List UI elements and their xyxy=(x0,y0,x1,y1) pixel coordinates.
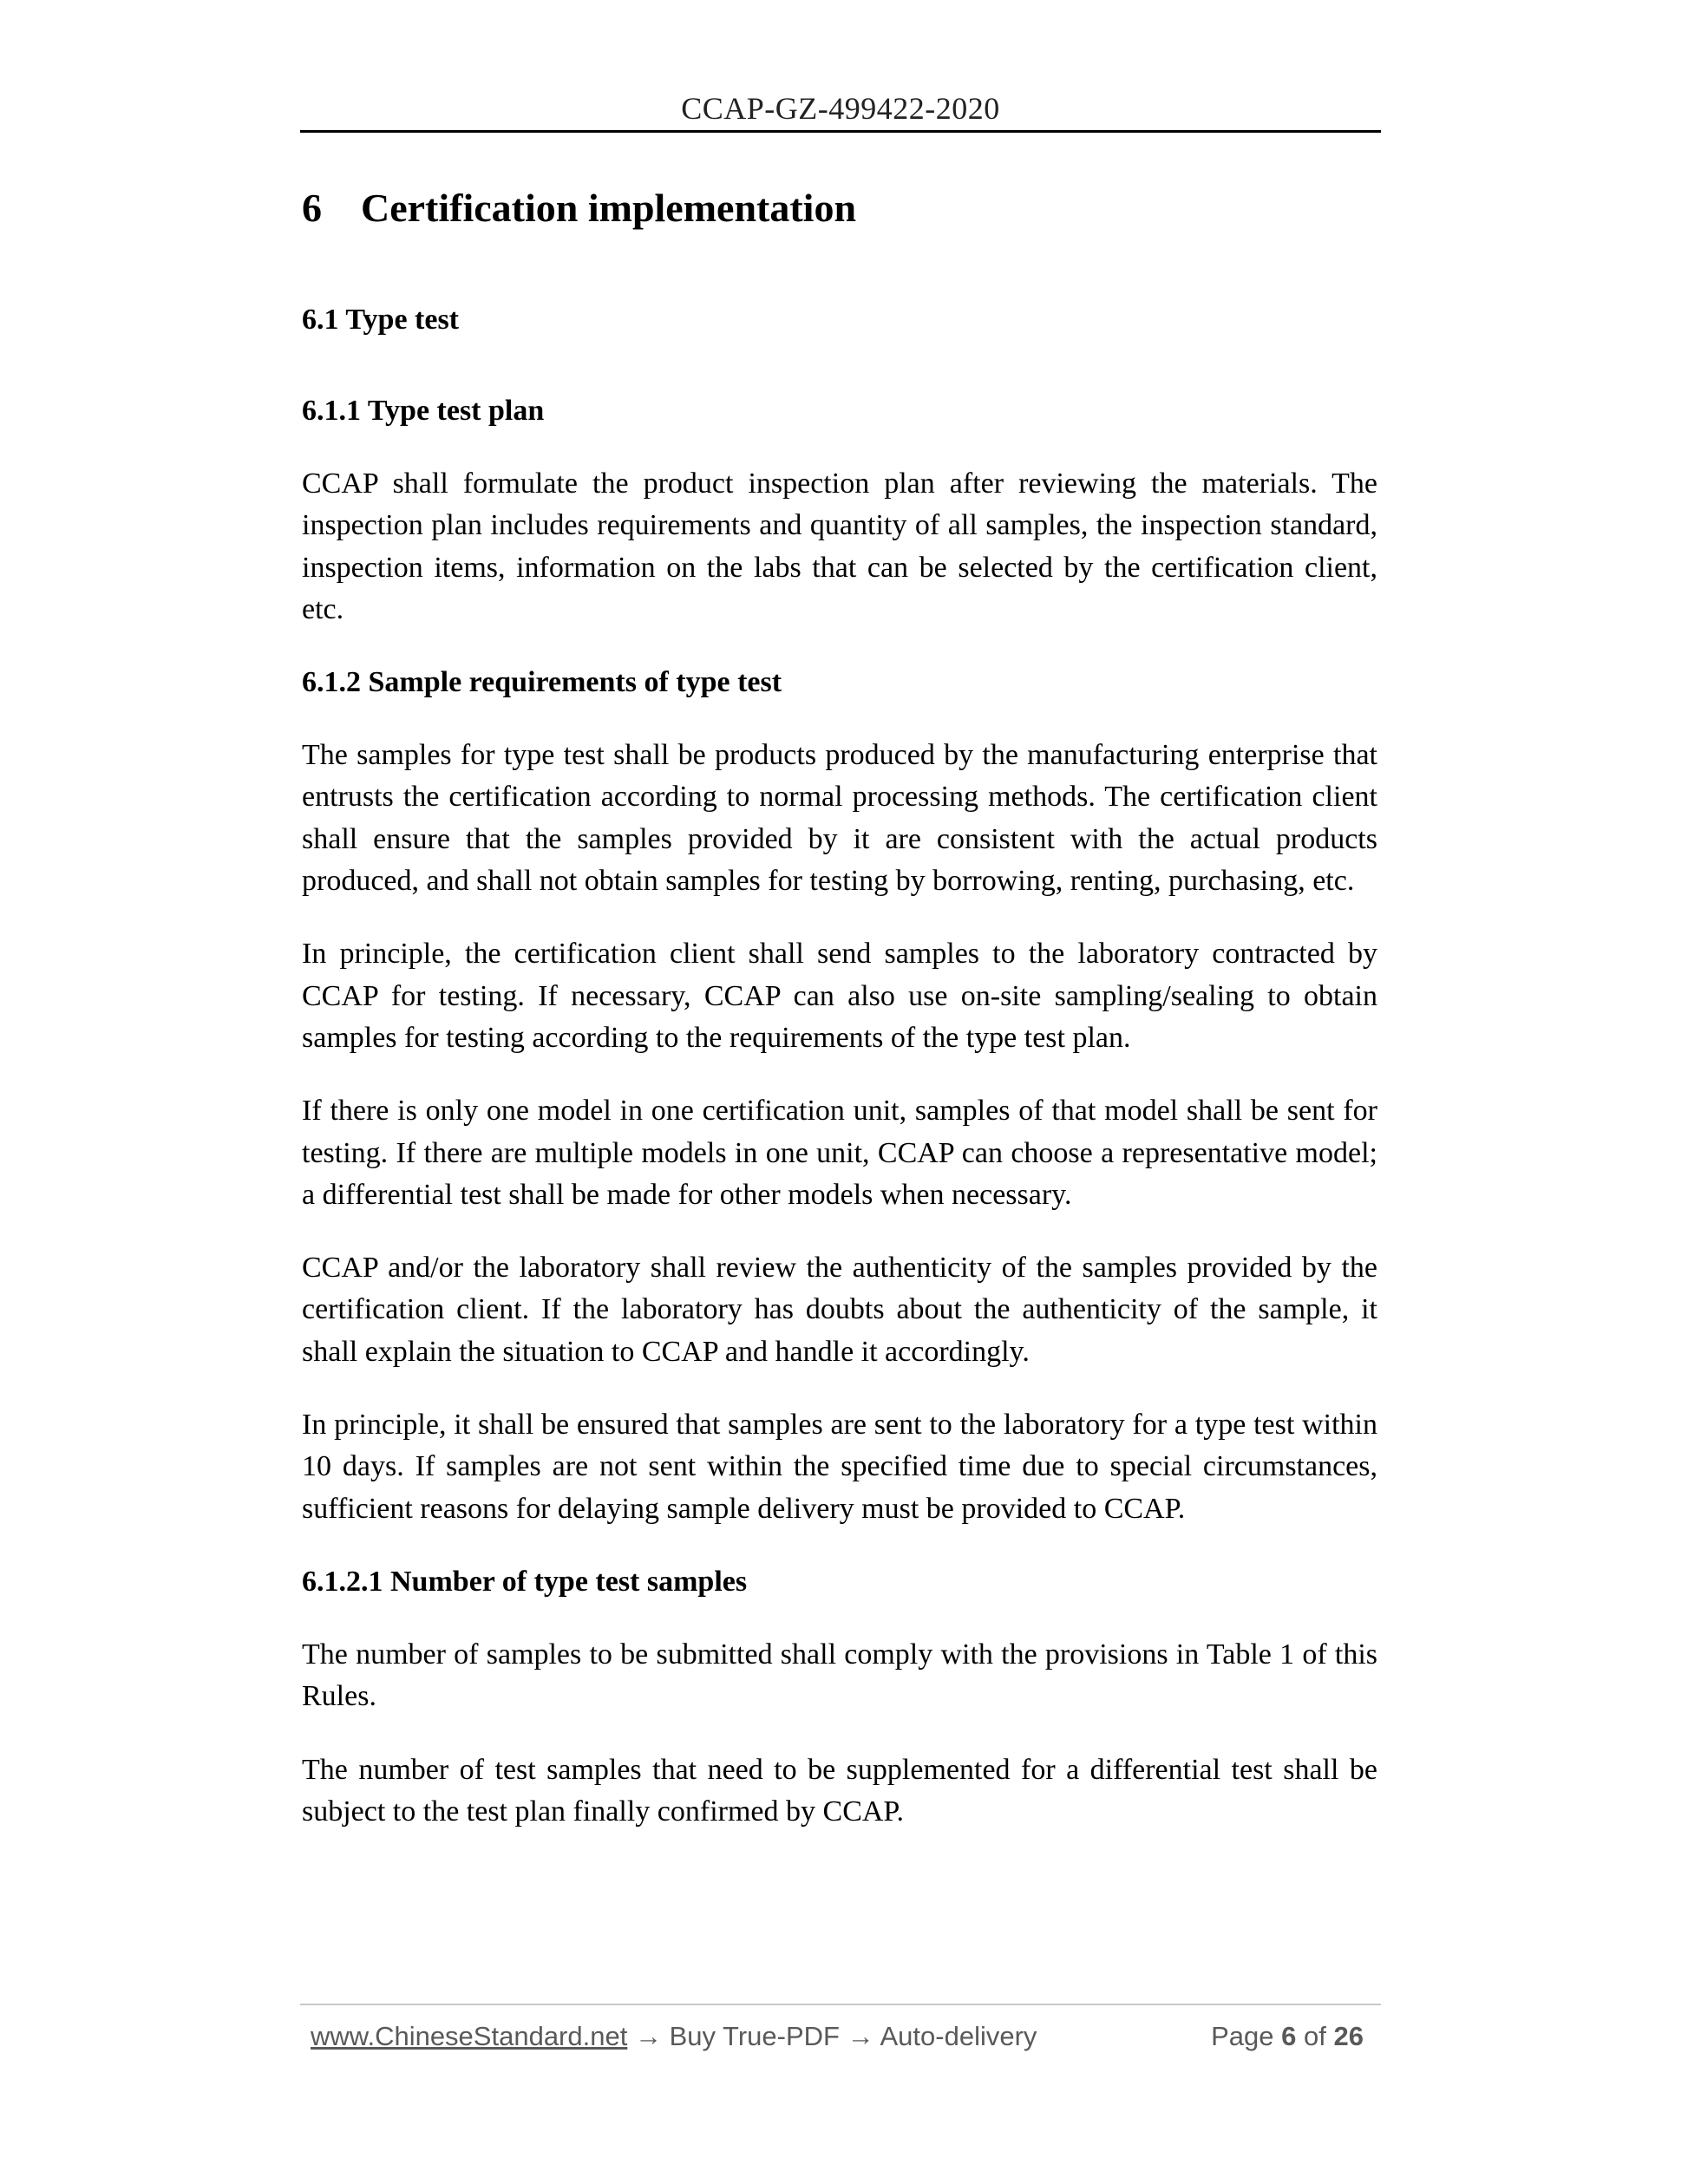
section-title: Certification implementation xyxy=(361,186,857,230)
website-link[interactable]: www.ChineseStandard.net xyxy=(311,2021,628,2051)
subsection-heading-6-1-2: 6.1.2 Sample requirements of type test xyxy=(302,666,782,699)
paragraph: The number of test samples that need to be supplemented for a differential test shall be subject to the test plan finally confirmed by CCAP. xyxy=(302,1753,1377,1828)
subsection-heading-6-1: 6.1 Type test xyxy=(302,304,460,336)
paragraph: The number of samples to be submitted shall comply with the provisions in Table 1 of this Rules. xyxy=(302,1638,1377,1713)
paragraph: CCAP and/or the laboratory shall review the authenticity of the samples provided by the certification client. If the laboratory has doubts about the authenticity of the sample, it shall explain the situation to CCAP and handle it accordingly. xyxy=(302,1252,1377,1368)
of-label: of xyxy=(1304,2021,1326,2051)
auto-delivery-text: Auto-delivery xyxy=(880,2021,1037,2051)
arrow-right-icon: → xyxy=(847,2021,874,2051)
page-indicator xyxy=(1211,2021,1364,2052)
running-header: CCAP-GZ-499422-2020 xyxy=(681,91,1000,126)
page-number: 6 xyxy=(1281,2021,1297,2051)
subsection-heading-6-1-2-1: 6.1.2.1 Number of type test samples xyxy=(302,1565,748,1598)
subsection-heading-6-1-1: 6.1.1 Type test plan xyxy=(302,395,545,427)
section-heading xyxy=(302,178,1377,239)
paragraph: In principle, the certification client shall send samples to the laboratory contracted by CCAP for testing. If necessary, CCAP can also use on-site sampling/sealing to obtain samples for testing according to the requirements of the type test plan. xyxy=(302,938,1377,1054)
paragraph: The samples for type test shall be products produced by the manufacturing enterprise that entrusts the certification according to normal processing methods. The certification client shall ensure that the samples provided by it are consistent with the actual products produced, and shall not obtain samples for testing by borrowing, renting, purchasing, etc. xyxy=(302,739,1377,898)
page-label: Page xyxy=(1211,2021,1274,2051)
page-footer xyxy=(311,2021,1371,2059)
arrow-right-icon: → xyxy=(634,2021,662,2051)
page-total: 26 xyxy=(1333,2021,1364,2051)
footer-rule xyxy=(300,2004,1381,2005)
buy-pdf-text: Buy True-PDF xyxy=(669,2021,840,2051)
paragraph: If there is only one model in one certification unit, samples of that model shall be sent for testing. If there are multiple models in one unit, CCAP can choose a representative model; a differential test shall be made for other models when necessary. xyxy=(302,1095,1377,1211)
paragraph: CCAP shall formulate the product inspection plan after reviewing the materials. The inspection plan includes requirements and quantity of all samples, the inspection standard, inspection items, information on the labs that can be selected by the certification client, etc. xyxy=(302,468,1377,625)
paragraph: In principle, it shall be ensured that samples are sent to the laboratory for a type test within 10 days. If samples are not sent within the specified time due to special circumstances, sufficient reasons for delaying sample delivery must be provided to CCAP. xyxy=(302,1409,1377,1525)
footer-promo xyxy=(311,2021,1037,2052)
header-rule xyxy=(300,130,1381,133)
section-number: 6 xyxy=(302,186,322,230)
page-content xyxy=(302,178,1377,1833)
